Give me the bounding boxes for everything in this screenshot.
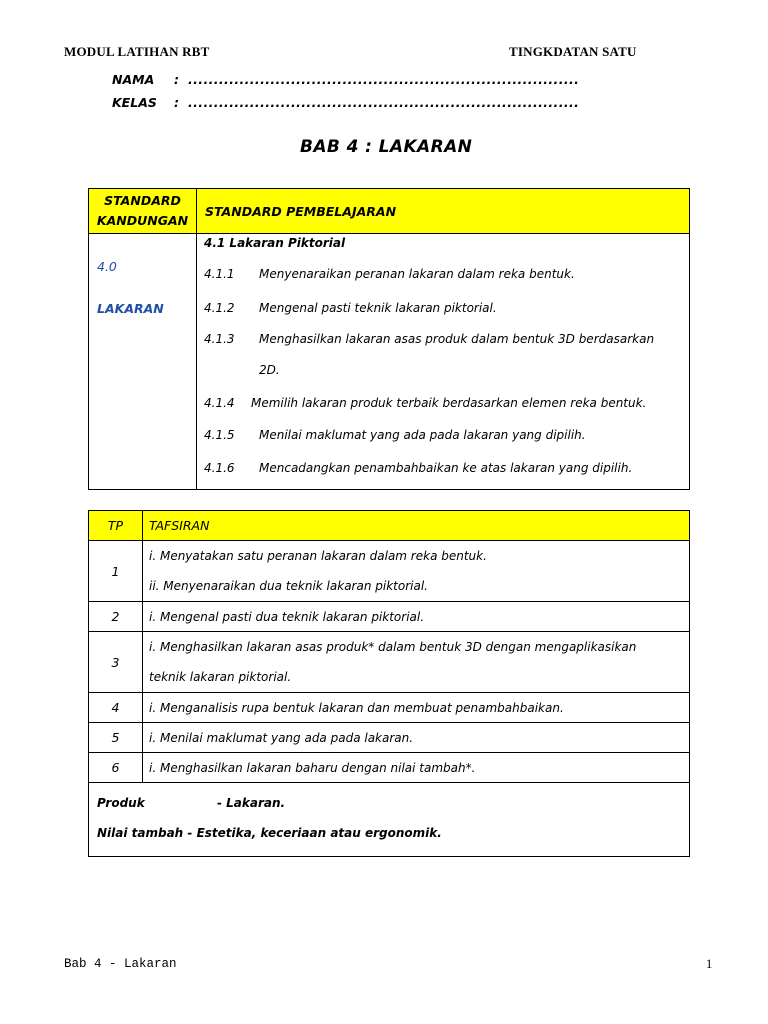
pembelajaran-cell bbox=[197, 234, 690, 490]
pembelajaran-header: STANDARD PEMBELAJARAN bbox=[197, 189, 690, 234]
tafsiran-cell bbox=[143, 602, 690, 632]
tafsiran-line: i. Menganalisis rupa bentuk lakaran dan membuat penambahbaikan. bbox=[149, 700, 564, 715]
standard-item bbox=[204, 461, 632, 475]
standard-text: Memilih lakaran produk terbaik berdasarkan elemen reka bentuk. bbox=[251, 396, 647, 410]
nama-field bbox=[112, 72, 579, 87]
produk-note bbox=[97, 788, 681, 818]
chapter-title: BAB 4 : LAKARAN bbox=[300, 137, 473, 157]
page-footer-chapter: Bab 4 - Lakaran bbox=[64, 957, 177, 971]
tp-level: 3 bbox=[89, 632, 143, 693]
tafsiran-line: i. Mengenal pasti dua teknik lakaran piktorial. bbox=[149, 609, 425, 624]
produk-value: - Lakaran. bbox=[217, 796, 286, 810]
standard-text: Menyenaraikan peranan lakaran dalam reka bentuk. bbox=[259, 267, 575, 281]
kandungan-name: LAKARAN bbox=[97, 301, 164, 316]
tafsiran-line: ii. Menyenaraikan dua teknik lakaran piktorial. bbox=[149, 579, 428, 593]
tp-table bbox=[88, 510, 690, 857]
standard-num: 4.1.4 bbox=[204, 396, 235, 410]
tafsiran-cell bbox=[143, 753, 690, 783]
tp-header: TP bbox=[89, 511, 143, 541]
standards-table bbox=[88, 188, 690, 490]
tafsiran-line: i. Menghasilkan lakaran baharu dengan nilai tambah*. bbox=[149, 760, 476, 775]
standard-text: Mengenal pasti teknik lakaran piktorial. bbox=[259, 301, 497, 315]
standard-item-continued: 2D. bbox=[259, 363, 280, 377]
tafsiran-cell bbox=[143, 723, 690, 753]
standard-text: Menghasilkan lakaran asas produk dalam bentuk 3D berdasarkan bbox=[259, 332, 655, 346]
standard-num: 4.1.5 bbox=[204, 428, 235, 442]
tp-level: 1 bbox=[89, 541, 143, 602]
tp-level: 6 bbox=[89, 753, 143, 783]
tp-level: 4 bbox=[89, 693, 143, 723]
tp-level: 5 bbox=[89, 723, 143, 753]
form-level: TINGKDATAN SATU bbox=[509, 44, 637, 59]
kelas-dots: ............................................................................ bbox=[188, 95, 580, 110]
tafsiran-cell bbox=[143, 541, 690, 602]
kelas-label: KELAS bbox=[112, 95, 157, 110]
kandungan-cell bbox=[89, 234, 197, 490]
standard-text: Mencadangkan penambahbaikan ke atas lakaran yang dipilih. bbox=[259, 461, 633, 475]
nama-label: NAMA bbox=[112, 72, 155, 87]
page-number: 1 bbox=[706, 957, 713, 971]
standard-item bbox=[204, 301, 497, 315]
tafsiran-cell bbox=[143, 693, 690, 723]
module-title: MODUL LATIHAN RBT bbox=[64, 44, 210, 59]
tp-level: 2 bbox=[89, 602, 143, 632]
tafsiran-line: i. Menghasilkan lakaran asas produk* dalam bentuk 3D dengan mengaplikasikan bbox=[149, 640, 637, 654]
nama-dots: ............................................................................ bbox=[188, 72, 580, 87]
produk-key: Produk bbox=[97, 796, 145, 810]
tafsiran-header: TAFSIRAN bbox=[143, 511, 690, 541]
kandungan-code: 4.0 bbox=[97, 259, 117, 274]
nama-colon: : bbox=[174, 72, 179, 87]
kandungan-header: STANDARD KANDUNGAN bbox=[89, 189, 197, 234]
notes-cell bbox=[89, 783, 690, 857]
standard-num: 4.1.3 bbox=[204, 332, 235, 346]
subtopic-title: 4.1 Lakaran Piktorial bbox=[204, 236, 346, 250]
standard-item bbox=[204, 267, 575, 281]
standard-num: 4.1.1 bbox=[204, 267, 235, 281]
kelas-field bbox=[112, 95, 579, 110]
standard-item bbox=[204, 332, 654, 346]
standard-item bbox=[204, 396, 646, 410]
tafsiran-line: i. Menyatakan satu peranan lakaran dalam reka bentuk. bbox=[149, 549, 487, 563]
kelas-colon: : bbox=[174, 95, 179, 110]
nilai-tambah-note: Nilai tambah - Estetika, keceriaan atau ergonomik. bbox=[97, 826, 442, 840]
tafsiran-line: teknik lakaran piktorial. bbox=[149, 670, 292, 684]
standard-text: Menilai maklumat yang ada pada lakaran yang dipilih. bbox=[259, 428, 586, 442]
tafsiran-cell bbox=[143, 632, 690, 693]
standard-item bbox=[204, 428, 586, 442]
standard-num: 4.1.2 bbox=[204, 301, 235, 315]
tafsiran-line: i. Menilai maklumat yang ada pada lakaran. bbox=[149, 730, 414, 745]
standard-num: 4.1.6 bbox=[204, 461, 235, 475]
